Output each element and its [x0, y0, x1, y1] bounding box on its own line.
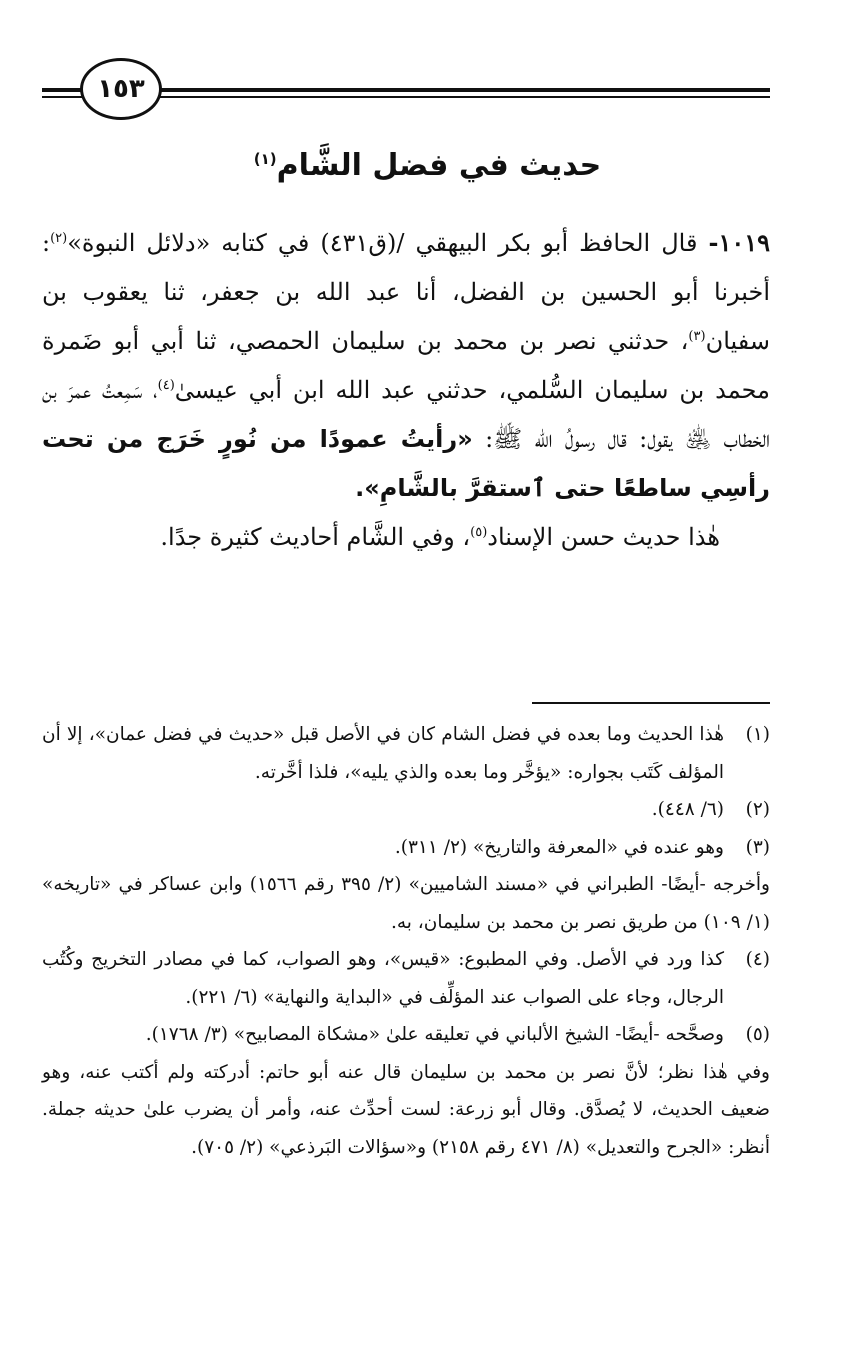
grading-segment-1: هٰذا حديث حسن الإسناد [487, 523, 720, 551]
footnote-text: وصحَّحه -أيضًا- الشيخ الألباني في تعليقه علىٰ «مشكاة المصابيح» (٣/ ١٧٦٨). [145, 1024, 724, 1045]
main-text [42, 218, 770, 562]
footnote-3-continuation: وأخرجه -أيضًا- الطبراني في «مسند الشاميين» (٢/ ٣٩٥ رقم ١٥٦٦) وابن عساكر في «تاريخه» (١/ ١٠٩) من طريق نصر بن محمد بن سليمان، به. [42, 874, 770, 933]
footnote-marker: (١) [745, 724, 770, 745]
chapter-title-text: حديث في فضل الشَّام [276, 148, 602, 183]
footnote-4 [42, 941, 770, 1016]
hadith-quote: «رأيتُ عمودًا من نُورٍ خَرَج من تحت رأسِي ساطعًا حتى ٱستقرَّ بالشَّامِ». [42, 425, 770, 502]
footnote-3 [42, 829, 770, 867]
footnote-text: كذا ورد في الأصل. وفي المطبوع: «قيس»، وهو الصواب، كما في مصادر التخريج وكُتُب الرجال، وجاء على الصواب عند المؤلِّف في «البداية والنهاية» (٦/ ٢٢١). [42, 949, 724, 1008]
footnote-ref-4: (٤) [157, 378, 175, 393]
chapter-title [0, 148, 855, 183]
footnote-ref-3: (٣) [688, 329, 706, 344]
footnote-2 [42, 791, 770, 829]
isnad-segment-4: ، سَمِعتُ عمرَ بن الخطاب ﵁ يقول: قال رسولُ الله ﷺ: [42, 376, 770, 453]
footnotes [42, 716, 770, 1166]
isnad-segment-2: : أخبرنا أبو الحسين بن الفضل، أنا عبد الله بن جعفر، ثنا يعقوب بن سفيان [42, 229, 770, 355]
footnote-text: وهو عنده في «المعرفة والتاريخ» (٢/ ٣١١). [394, 836, 724, 858]
hadith-number: ١٠١٩- [708, 228, 770, 257]
footnote-5 [42, 1016, 770, 1054]
footnote-5-continuation: وفي هٰذا نظر؛ لأنَّ نصر بن محمد بن سليمان قال عنه أبو حاتم: أدركته ولم أكتب عنه، وهو ضعيف الحديث، لا يُصدَّق. وقال أبو زرعة: لست أحدِّث عنه، وأمر أن يضرب علىٰ حديثه جملة. أنظر: «الجرح والتعديل» (٨/ ٤٧١ رقم ٢١٥٨) و«سؤالات البَرذعي» (٢/ ٧٠٥). [42, 1061, 770, 1158]
isnad-segment-1: قال الحافظ أبو بكر البيهقي /(ق٤٣١) في كتابه «دلائل النبوة» [67, 229, 698, 257]
footnote-1 [42, 716, 770, 791]
footnote-text: (٦/ ٤٤٨). [651, 799, 724, 820]
page-number-text: ١٥٣ [97, 74, 145, 104]
isnad-segment-3: ، حدثني نصر بن محمد بن سليمان الحمصي، ثنا أبي أبو ضَمرة محمد بن سليمان السُّلمي، حدثني عبد الله ابن أبي عيسىٰ [42, 327, 770, 404]
grading-segment-2: ، وفي الشَّام أحاديث كثيرة جدًا. [160, 523, 471, 551]
footnote-ref-5: (٥) [470, 525, 488, 540]
title-footnote-ref: (١) [253, 150, 277, 168]
page-number [80, 58, 162, 120]
grading-paragraph [42, 513, 770, 562]
footnote-ref-2: (٢) [50, 231, 68, 246]
footnote-text: هٰذا الحديث وما بعده في فضل الشام كان في الأصل قبل «حديث في فضل عمان»، إلا أن المؤلف كَتَب بجواره: «يؤخَّر وما بعده والذي يليه»، فلذا أخَّرته. [42, 724, 724, 783]
footnote-marker: (٢) [745, 799, 770, 820]
hadith-paragraph [42, 218, 770, 513]
footnote-marker: (٣) [745, 836, 770, 858]
footnote-marker: (٤) [745, 949, 770, 970]
footnote-marker: (٥) [745, 1024, 770, 1045]
footnote-separator [532, 702, 770, 704]
